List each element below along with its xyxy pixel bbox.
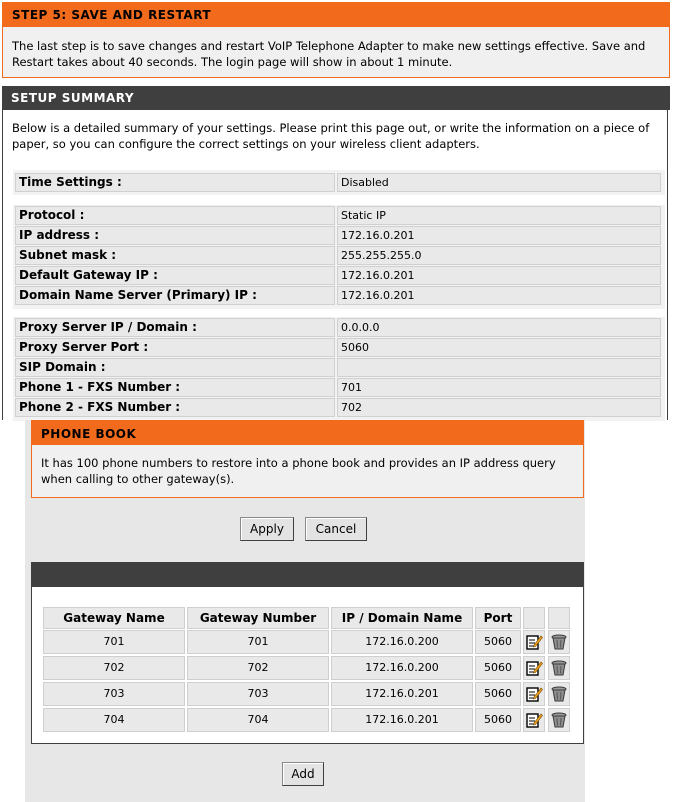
- summary-row: [15, 358, 663, 377]
- phonebook-title: PHONE BOOK: [32, 421, 583, 445]
- delete-icon: [550, 711, 568, 729]
- cell-ip-domain: 172.16.0.200: [331, 630, 473, 654]
- summary-label: Phone 2 - FXS Number :: [15, 398, 335, 417]
- column-header-ip-domain: IP / Domain Name: [331, 607, 473, 629]
- summary-label: Proxy Server IP / Domain :: [15, 318, 335, 337]
- cell-ip-domain: 172.16.0.201: [331, 708, 473, 732]
- summary-value: 701: [337, 378, 661, 397]
- edit-row-button[interactable]: [523, 656, 545, 680]
- summary-value: 255.255.255.0: [337, 246, 661, 265]
- delete-row-button[interactable]: [548, 656, 570, 680]
- setup-summary-intro: Below is a detailed summary of your settings. Please print this page out, or write the information on a piece of paper, so you can configure the correct settings on your wireless client adapters.: [12, 121, 650, 151]
- summary-row: [15, 266, 663, 285]
- phonebook-section: [31, 420, 584, 498]
- summary-value: 172.16.0.201: [337, 226, 661, 245]
- summary-row: [15, 398, 663, 417]
- column-header-gateway-number: Gateway Number: [187, 607, 329, 629]
- column-header-edit: [523, 607, 545, 629]
- summary-label: Proxy Server Port :: [15, 338, 335, 357]
- step5-title: STEP 5: SAVE AND RESTART: [3, 3, 669, 27]
- delete-icon: [550, 659, 568, 677]
- cell-gateway-name: 704: [43, 708, 185, 732]
- summary-label: Default Gateway IP :: [15, 266, 335, 285]
- phonebook-table-header-bar: [32, 563, 583, 587]
- summary-row: [15, 173, 663, 192]
- summary-value: [337, 358, 661, 377]
- delete-icon: [550, 685, 568, 703]
- summary-row: [15, 318, 663, 337]
- setup-summary-title: SETUP SUMMARY: [2, 86, 670, 110]
- summary-value: 5060: [337, 338, 661, 357]
- summary-row: [15, 378, 663, 397]
- cell-gateway-number: 702: [187, 656, 329, 680]
- cell-gateway-name: 703: [43, 682, 185, 706]
- cell-gateway-name: 702: [43, 656, 185, 680]
- cell-port: 5060: [475, 656, 521, 680]
- delete-row-button[interactable]: [548, 630, 570, 654]
- cell-gateway-number: 703: [187, 682, 329, 706]
- summary-row: [15, 286, 663, 305]
- apply-button[interactable]: Apply: [240, 517, 294, 541]
- summary-label: Domain Name Server (Primary) IP :: [15, 286, 335, 305]
- edit-row-button[interactable]: [523, 630, 545, 654]
- edit-icon: [525, 659, 543, 677]
- column-header-port: Port: [475, 607, 521, 629]
- summary-value: 172.16.0.201: [337, 286, 661, 305]
- delete-row-button[interactable]: [548, 708, 570, 732]
- cell-ip-domain: 172.16.0.201: [331, 682, 473, 706]
- column-header-gateway-name: Gateway Name: [43, 607, 185, 629]
- summary-row: [15, 338, 663, 357]
- phonebook-table-section: [31, 562, 584, 744]
- summary-label: SIP Domain :: [15, 358, 335, 377]
- summary-value: Static IP: [337, 206, 661, 225]
- summary-value: Disabled: [337, 173, 661, 192]
- summary-label: Phone 1 - FXS Number :: [15, 378, 335, 397]
- edit-row-button[interactable]: [523, 682, 545, 706]
- setup-summary-body: [2, 110, 668, 420]
- column-header-delete: [548, 607, 570, 629]
- step5-section: [2, 2, 670, 78]
- summary-value: 702: [337, 398, 661, 417]
- step5-description: The last step is to save changes and restart VoIP Telephone Adapter to make new settings effective. Save and Restart takes about 40 seconds. The login page will show in about 1 minute.: [12, 39, 646, 69]
- edit-row-button[interactable]: [523, 708, 545, 732]
- summary-label: Time Settings :: [15, 173, 335, 192]
- edit-icon: [525, 711, 543, 729]
- setup-summary-section: [2, 86, 670, 419]
- cell-port: 5060: [475, 708, 521, 732]
- add-button[interactable]: Add: [282, 762, 324, 786]
- edit-icon: [525, 633, 543, 651]
- edit-icon: [525, 685, 543, 703]
- summary-value: 172.16.0.201: [337, 266, 661, 285]
- cell-gateway-number: 704: [187, 708, 329, 732]
- cell-gateway-number: 701: [187, 630, 329, 654]
- summary-label: Subnet mask :: [15, 246, 335, 265]
- summary-label: IP address :: [15, 226, 335, 245]
- delete-icon: [550, 633, 568, 651]
- delete-row-button[interactable]: [548, 682, 570, 706]
- summary-row: [15, 206, 663, 225]
- cancel-button[interactable]: Cancel: [305, 517, 367, 541]
- cell-port: 5060: [475, 630, 521, 654]
- summary-value: 0.0.0.0: [337, 318, 661, 337]
- summary-row: [15, 246, 663, 265]
- phonebook-description: It has 100 phone numbers to restore into a phone book and provides an IP address query when calling to other gateway(s).: [41, 456, 556, 486]
- cell-gateway-name: 701: [43, 630, 185, 654]
- summary-row: [15, 226, 663, 245]
- cell-ip-domain: 172.16.0.200: [331, 656, 473, 680]
- summary-label: Protocol :: [15, 206, 335, 225]
- cell-port: 5060: [475, 682, 521, 706]
